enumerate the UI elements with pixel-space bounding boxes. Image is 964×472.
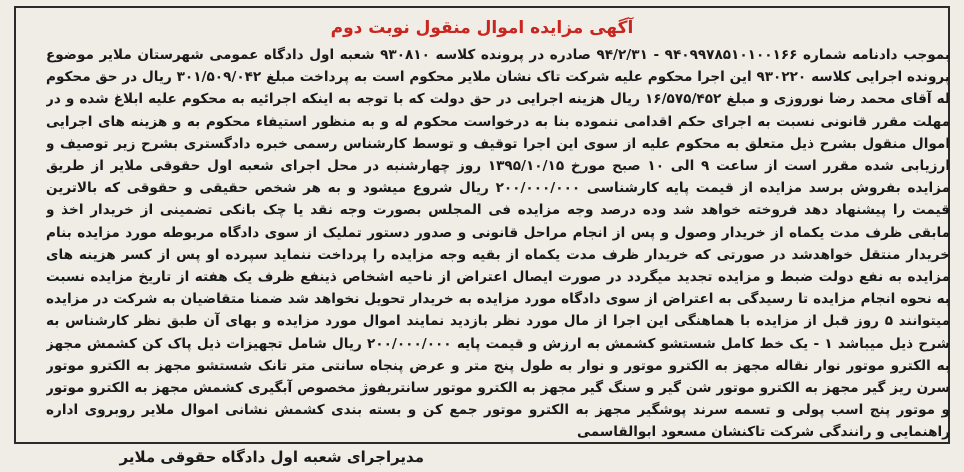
notice-body: بموجب دادنامه شماره ۹۴۰۹۹۷۸۵۱۰۱۰۰۱۶۶ - ۹۴/۲/۳۱ صادره در پرونده کلاسه ۹۳۰۸۱۰ شعبه اول دادگاه عمومی شهرستان ملایر موضوع پرونده اجرایی کلاسه ۹۳۰۲۲۰ این اجرا محکوم علیه شرکت تاک نشان ملایر محکوم است به پرداخت مبلغ ۳۰۱/۵۰۹/۰۴۲ ریال در حق محکوم له آقای محمد رضا نوروزی و مبلغ ۱۶/۵۷۵/۴۵۲ ریال هزینه اجرایی در حق دولت که با توجه به اینکه اجرائیه به محکوم علیه ابلاغ شده و در مهلت مقرر قانونی نسبت به اجرای حکم اقدامی ننموده بنا به درخواست محکوم له و به منظور استیفاء محکوم به و هزینه های اجرایی اموال منقول بشرح ذیل متعلق به محکوم علیه از سوی این اجرا توقیف و توسط کارشناس رسمی خبره دادگستری بشرح زیر توصیف و ارزیابی شده مقرر است از ساعت ۹ الی ۱۰ صبح مورخ ۱۳۹۵/۱۰/۱۵ روز چهارشنبه در محل اجرای شعبه اول حقوقی ملایر از طریق مزایده بفروش برسد مزایده از قیمت پایه کارشناسی ۲۰۰/۰۰۰/۰۰۰ ریال شروع میشود و به هر شخص حقیقی و حقوقی که بالاترین قیمت را پیشنهاد دهد فروخته خواهد شد وده درصد وجه مزایده فی المجلس بصورت وجه نقد یا چک بانکی تضمینی از خریدار اخذ و مابقی ظرف مدت یکماه از خریدار وصول و پس از انجام مراحل قانونی و صدور دستور تملیک از سوی دادگاه مربوطه مورد مزایده بنام خریدار منتقل خواهدشد در صورتی که خریدار ظرف مدت یکماه از بقیه وجه مزایده را پرداخت ننماید سپرده او پس از کسر هزینه های مزایده به نفع دولت ضبط و مزایده تجدید میگردد در صورت ایصال اعتراض از ناحیه اشخاص ذینفع ظرف یک هفته از تاریخ مزایده نسبت به نحوه انجام مزایده تا رسیدگی به اعتراض از سوی دادگاه مورد مزایده به خریدار تحویل نخواهد شد ضمنا متقاضیان به شرکت در مزایده میتوانند ۵ روز قبل از مزایده با هماهنگی این اجرا از مال مورد نظر بازدید نمایند اموال مورد مزایده و بهای آن طبق نظر کارشناس به شرح ذیل میباشد ۱ - یک خط کامل شستشو کشمش به ارزش و قیمت پایه ۲۰۰/۰۰۰/۰۰۰ ریال شامل تجهیزات ذیل پاک کن کشمش مجهز به الکترو موتور نوار نقاله مجهز به الکترو موتور و نوار به طول پنج متر و عرض پنجاه سانتی متر تانک شستشو مجهز به الکترو موتور سرن ریز گیر مجهز به الکترو موتور شن گیر و سنگ گیر مجهز به الکترو موتور سانتریفوژ مخصوص آبگیری کشمش مجهز به الکترو موتور و موتور پنج اسب پولی و تسمه سرند پوشگیر مجهز به الکترو موتور جمع کن و بسته بندی کشمش نشانی اموال ملایر روبروی اداره راهنمایی و رانندگی شرکت تاکنشان مسعود ابوالقاسمی (46, 47, 950, 441)
notice-title: آگهی مزایده اموال منقول نوبت دوم (330, 18, 634, 38)
notice-signature: مدیراجرای شعبه اول دادگاه حقوقی ملایر (119, 448, 424, 466)
notice-frame (14, 6, 950, 444)
